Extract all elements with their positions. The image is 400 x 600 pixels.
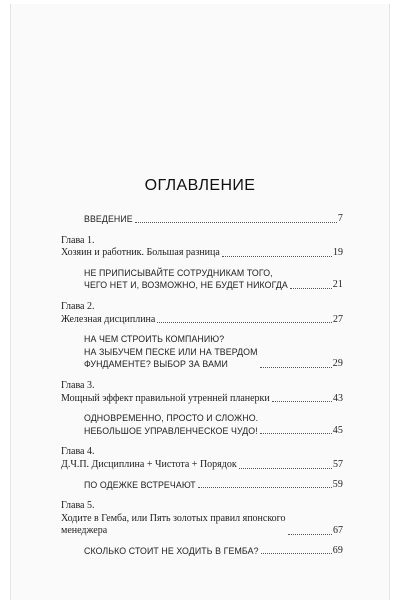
- title-line: НЕ ПРИПИСЫВАЙТЕ СОТРУДНИКАМ ТОГО,: [84, 267, 273, 278]
- toc-entry-title: Мощный эффект правильной утренней планерки: [61, 392, 270, 404]
- leader-dots: [261, 553, 332, 554]
- toc-entry-title: ПО ОДЕЖКЕ ВСТРЕЧАЮТ: [84, 479, 196, 490]
- leader-dots: [272, 401, 332, 402]
- toc-page-number: 19: [333, 247, 343, 259]
- toc-entry-section: [61, 412, 343, 437]
- toc-entry-title: [84, 267, 288, 292]
- toc-page-number: 7: [337, 213, 343, 224]
- title-line: Ходите в Гемба, или Пять золотых правил японского: [61, 512, 286, 524]
- table-of-contents: [61, 213, 343, 557]
- title-line: НА ЗЫБУЧЕМ ПЕСКЕ ИЛИ НА ТВЕРДОМ: [84, 346, 258, 357]
- page-title: ОГЛАВЛЕНИЕ: [144, 177, 256, 194]
- toc-page-number: 45: [332, 424, 343, 436]
- toc-page-number: 59: [332, 478, 343, 490]
- toc-page-number: 43: [333, 392, 343, 404]
- toc-page-number: 27: [333, 313, 343, 325]
- toc-entry-title: [84, 412, 258, 437]
- toc-entry-section: [61, 333, 343, 371]
- chapter-label: Глава 5.: [61, 500, 95, 512]
- toc-entry-title: ВВЕДЕНИЕ: [84, 214, 133, 224]
- toc-page-number: 29: [332, 358, 343, 370]
- toc-entry-chapter: [61, 513, 343, 538]
- leader-dots: [135, 222, 337, 223]
- chapter-label: Глава 3.: [61, 379, 95, 391]
- title-line: НЕБОЛЬШОЕ УПРАВЛЕНЧЕСКОЕ ЧУДО!: [84, 425, 258, 436]
- leader-dots: [260, 433, 332, 434]
- toc-entry-title: [61, 513, 286, 538]
- toc-entry-title: Д.Ч.П. Дисциплина + Чистота + Порядок: [61, 458, 237, 470]
- leader-dots: [157, 322, 332, 323]
- chapter-label: Глава 1.: [61, 234, 95, 246]
- toc-entry-chapter: [61, 247, 343, 260]
- title-line: НА ЧЕМ СТРОИТЬ КОМПАНИЮ?: [84, 334, 225, 345]
- toc-page-number: 57: [333, 458, 343, 470]
- toc-page-number: 69: [332, 544, 343, 556]
- leader-dots: [198, 487, 332, 488]
- toc-entry-chapter: [61, 393, 343, 406]
- title-line: ОДНОВРЕМЕННО, ПРОСТО И СЛОЖНО.: [84, 413, 259, 424]
- leader-dots: [288, 534, 332, 535]
- toc-page-number: 67: [333, 525, 343, 537]
- leader-dots: [222, 256, 332, 257]
- toc-entry-chapter: [61, 459, 343, 472]
- toc-page-number: 21: [332, 279, 343, 291]
- toc-entry-intro: [61, 213, 343, 226]
- toc-entry-section: [61, 545, 343, 558]
- title-line: менеджера: [61, 525, 108, 537]
- title-line: ЧЕГО НЕТ И, ВОЗМОЖНО, НЕ БУДЕТ НИКОГДА: [84, 280, 288, 291]
- toc-entry-chapter: [61, 314, 343, 327]
- leader-dots: [290, 288, 332, 289]
- toc-entry-section: [61, 479, 343, 492]
- book-page: [10, 4, 390, 600]
- toc-entry-title: СКОЛЬКО СТОИТ НЕ ХОДИТЬ В ГЕМБА?: [84, 545, 259, 556]
- toc-entry-section: [61, 267, 343, 292]
- chapter-label: Глава 2.: [61, 300, 95, 312]
- leader-dots: [239, 468, 332, 469]
- title-line: ФУНДАМЕНТЕ? ВЫБОР ЗА ВАМИ: [84, 359, 228, 370]
- toc-entry-title: Хозяин и работник. Большая разница: [61, 247, 220, 259]
- toc-entry-title: [84, 333, 258, 371]
- leader-dots: [260, 367, 332, 368]
- chapter-label: Глава 4.: [61, 446, 95, 458]
- toc-entry-title: Железная дисциплина: [61, 313, 156, 325]
